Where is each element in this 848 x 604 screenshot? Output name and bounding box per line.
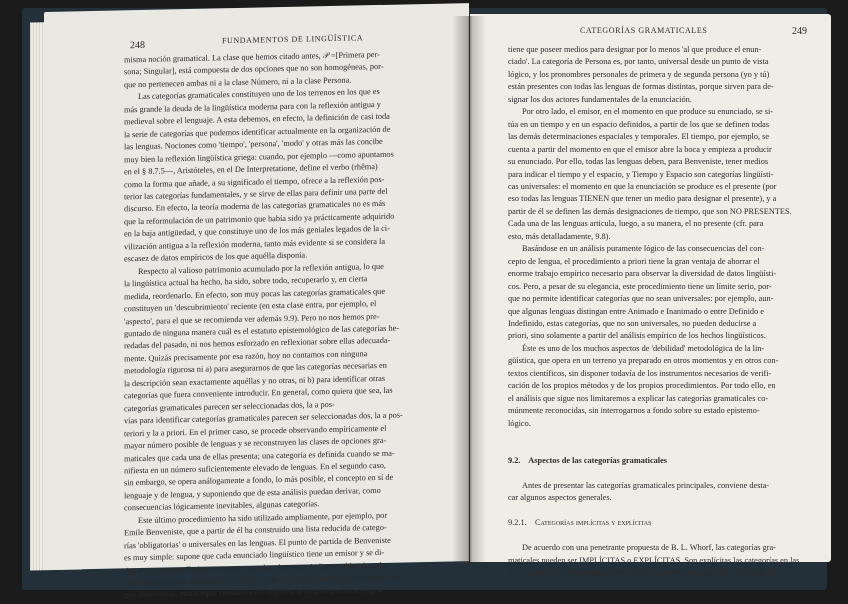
text-line: túa en un tiempo y en un espacio definidos, a partir de los que se definen todas xyxy=(508,119,770,129)
text-line: partir de él se definen las demás designaciones de tiempo, que son NO PRESENTES. xyxy=(508,206,792,216)
text-line: Éste es uno de los muchos aspectos de 'debilidad' metodológica de la lin- xyxy=(522,343,765,353)
text-line: discurso. En efecto, la teoría moderna de las categorías gramaticales no es más xyxy=(124,199,386,214)
text-line: gún Benveniste, esta simple consideración legitima la idea de que toda lengua xyxy=(124,585,383,600)
subsection-text xyxy=(508,542,813,579)
text-line: muy bien la reflexión lingüística griega: cuando, por ejemplo —como apuntamos xyxy=(124,149,394,164)
text-line: es muy simple: supone que cada enunciado lingüístico tiene un emisor y se di- xyxy=(124,548,385,563)
text-line: en el § 8.7.5—, Aristóteles, en el De Interpretatione, define el verbo (rhêma) xyxy=(124,162,378,177)
text-line: que la reformulación de un patrimonio que había sido ya prácticamente adquirido xyxy=(124,211,395,227)
text-line: priori, sino solamente a partir del análisis empírico de los hechos lingüísticos. xyxy=(508,331,766,341)
text-line: redadas del pasado, ni nos hemos esforzado en reflexionar sobre ellas adecuada- xyxy=(124,336,391,351)
text-line: para indicar el tiempo y el espacio, y Tiempo y Espacio son categorías lingüísti- xyxy=(508,169,774,179)
text-line: el análisis que sigue nos limitaremos a explicar las categorías gramaticales co- xyxy=(508,393,769,403)
text-line: están presentes con todas las lenguas de formas distintas, porque sirven para de- xyxy=(508,82,774,92)
text-line: la lingüística actual ha hecho, ha sido, sobre todo, recuperarlo y, en cierta xyxy=(124,274,368,289)
left-page-number: 248 xyxy=(130,39,145,52)
right-body-lines xyxy=(508,44,813,430)
text-line: que algunas lenguas distingan entre Animado e Inanimado o entre Definido e xyxy=(508,306,764,316)
text-line: mayor número posible de lenguas y se reconstruyen las clases de opciones gra- xyxy=(124,435,387,451)
text-line: teriori y la a priori. En el primer caso, se procede observando empíricamente el xyxy=(124,423,387,438)
text-line: en la baja antigüedad, y que constituye uno de los más geniales legados de la ci- xyxy=(124,224,390,239)
text-line: cepto de lengua, el procedimiento a priori tiene la gran ventaja de ahorrar el xyxy=(508,256,760,266)
text-line: mente. Quizás precisamente por esa razón, hoy no contamos con ninguna xyxy=(124,349,368,364)
text-line: nifiesta en un número suficientemente elevado de lenguas. En el segundo caso, xyxy=(124,460,386,476)
text-line: cas universales: el momento en que la enunciación se produce es el presente (por xyxy=(508,181,777,191)
text-line: sin embargo, se opera análogamente a fondo, lo más posible, el concepto en sí de xyxy=(124,473,394,488)
text-line: lógico, y los pronombres personales de primera y de segunda persona (yo y tú) xyxy=(508,69,770,79)
text-line: que no permite identificar categorías que no sean universales: por ejemplo, aun- xyxy=(508,294,774,304)
text-line: misma noción gramatical. La clase que hemos citado antes, 𝒫 =[Primera per- xyxy=(124,49,380,65)
text-line: su enunciado. Por ello, todas las lenguas deben, para Benveniste, tener medios xyxy=(508,157,769,167)
text-line: terior las categorías fundamentales, y se sirve de ellas para definir una parte del xyxy=(124,186,388,202)
text-line: cación de los propios métodos y de los propios procedimientos. Por todo ello, en xyxy=(508,381,776,391)
right-running-head: CATEGORÍAS GRAMATICALES xyxy=(580,26,708,35)
text-line: la descripción sean exactamente aquéllas y no otras, ni b) para identificar otras xyxy=(124,373,386,389)
text-line: constituyen un 'descubrimiento' reciente (en esta clase entra, por ejemplo, el xyxy=(124,299,377,314)
text-line: categorías gramaticales parecen ser seleccionadas dos, la a pos- xyxy=(124,399,335,414)
text-line: Las categorías gramaticales constituyen uno de los terrenos en los que es xyxy=(138,87,380,102)
text-line: Respecto al valioso patrimonio acumulado por la reflexión antigua, lo que xyxy=(138,261,384,276)
subsection-heading xyxy=(508,517,813,529)
text-line: medida, reordenarlo. En efecto, son muy pocas las categorías gramaticales que xyxy=(124,286,386,301)
text-line: Cada una de las lenguas articula, luego, a su manera, el no presente (cfr. para xyxy=(508,219,764,229)
section-number: 9.2. xyxy=(508,455,521,465)
section-title: Aspectos de las categorías gramaticales xyxy=(528,455,668,465)
text-line: eso todas las lenguas TIENEN que tener un medio para designar el presente), y a xyxy=(508,194,777,204)
left-page xyxy=(44,3,469,600)
subsection-title: Categorías implícitas y explícitas xyxy=(534,518,652,528)
text-line: ciado'. La categoría de Persona es, por tanto, universal desde un punto de vista xyxy=(508,57,769,67)
text-line: las demás determinaciones espaciales y temporales. El tiempo, por ejemplo, se xyxy=(508,132,770,142)
text-line: guntado de ninguna manera cuál es el estatuto epistemológico de las categorías he- xyxy=(124,323,400,339)
text-line: metodología rigurosa ni a) para asegurarnos de que las categorías necesarias en xyxy=(124,361,387,376)
text-line: rige a un receptor. Emisor y receptor son dos elementos indispensables de todo xyxy=(124,560,386,575)
text-line: signar los dos actores fundamentales de la enunciación. xyxy=(508,94,692,104)
section-heading xyxy=(508,455,813,467)
section-intro xyxy=(508,480,813,505)
left-page-text xyxy=(124,47,454,602)
right-page xyxy=(470,14,831,577)
text-line: rías 'obligatorias' o universales en las lenguas. El punto de partida de Benveniste xyxy=(124,535,391,550)
text-line: Indefinido, estas categorías, que no son universales, no pueden deducirse a xyxy=(508,318,757,328)
text-line: múnmente reconocidas, sin interrogarnos a fondo sobre su estado epistemo- xyxy=(508,406,760,416)
text-line: más grande la deuda de la lingüística moderna para con la reflexión antigua y xyxy=(124,99,381,115)
text-line: como la forma que añade, a su significado el tiempo, ofrece a la reflexión pos- xyxy=(124,174,385,189)
text-line: tiene que poseer medios para designar por lo menos 'al que produce el enun- xyxy=(508,45,762,54)
left-running-head: FUNDAMENTOS DE LINGÜÍSTICA xyxy=(222,33,364,46)
text-line: vilización antigua a la reflexión moderna, tanto más evidente si se considera la xyxy=(124,236,386,252)
text-line: Antes de presentar las categorías gramaticales principales, conviene desta- xyxy=(522,480,770,490)
text-line: las lenguas. Nociones como 'tiempo', 'persona', 'modo' y otras más las concibe xyxy=(124,137,383,152)
text-line: categorías que fuera conveniente introducir. En general, como quiera que sea, las xyxy=(124,385,393,401)
text-line: lógico. xyxy=(508,418,531,428)
text-line: sona; Singular], está compuesta de dos opciones que no son homogéneas, por- xyxy=(124,62,384,77)
text-line: vías para identificar categorías gramaticales parecen ser seleccionadas dos, la a pos- xyxy=(124,410,403,426)
text-line: cos. Pero, a pesar de su elegancia, este procedimiento tiene un límite serio, por- xyxy=(508,281,772,291)
text-line: maticales pueden ser IMPLÍCITAS o EXPLÍCITAS. Son explícitas las categorías en las xyxy=(508,555,800,565)
text-line: car algunos aspectos generales. xyxy=(508,493,612,503)
text-line: Por otro lado, el emisor, en el momento en que produce su enunciado, se si- xyxy=(522,107,774,117)
text-line: güística, que opera en un terreno ya preparado en otros momentos y en otros con- xyxy=(508,356,779,366)
text-line: Emile Benveniste, que a partir de él ha construido una lista reducida de catego- xyxy=(124,523,387,538)
text-line: 'aspecto', para el que se recomienda ver además 9.9). Pero no nos hemos pre- xyxy=(124,311,380,326)
text-line: Basándose en un análisis puramente lógico de las consecuencias del con- xyxy=(522,244,765,254)
text-line: acto comunicativo: sin ellos la enunciación no puede ni siquiera ser imaginada. Se- xyxy=(124,572,400,588)
text-line: enorme trabajo empírico necesario para observar la diversidad de datos lingüísti- xyxy=(508,269,777,279)
right-page-text xyxy=(508,44,813,579)
text-line: textos científicos, sin disponer todavía de los instrumentos necesarios de verifi- xyxy=(508,368,772,378)
subsection-number: 9.2.1. xyxy=(508,518,527,528)
text-line: medieval sobre el lenguaje. A esta debemos, en efecto, la definición de casi toda xyxy=(124,112,390,127)
text-line: cuenta a partir del momento en que el emisor abre la boca y empieza a producir xyxy=(508,144,772,154)
text-line: escasez de datos empíricos de los que aquélla disponía. xyxy=(124,250,308,264)
right-page-number: 249 xyxy=(792,26,807,37)
text-line: De acuerdo con una penetrante propuesta de B. L. Whorf, las categorías gra- xyxy=(522,543,776,553)
text-line: que no pertenecen ambas ni a la clase Número, ni a la clase Persona. xyxy=(124,75,352,90)
text-line: consecuencias lógicamente inevitables, algunas categorías. xyxy=(124,499,320,513)
text-line: que cada miembro de la opción gramatical tiene una contrapartida en el plano de xyxy=(508,567,776,577)
text-line: lenguaje y de lengua, y suponiendo que de esta análisis puedan derivar, como xyxy=(124,485,381,501)
book-gutter xyxy=(452,16,486,564)
text-line: Este último procedimiento ha sido utilizado ampliamente, por ejemplo, por xyxy=(138,510,388,525)
text-line: maticales que cada una de ellas presenta; una categoría es definida cuando se ma- xyxy=(124,448,395,463)
text-line: la serie de categorías que podemos identificar actualmente en la organización de xyxy=(124,124,391,140)
text-line: esto, más detalladamente, 9.8). xyxy=(508,231,611,241)
